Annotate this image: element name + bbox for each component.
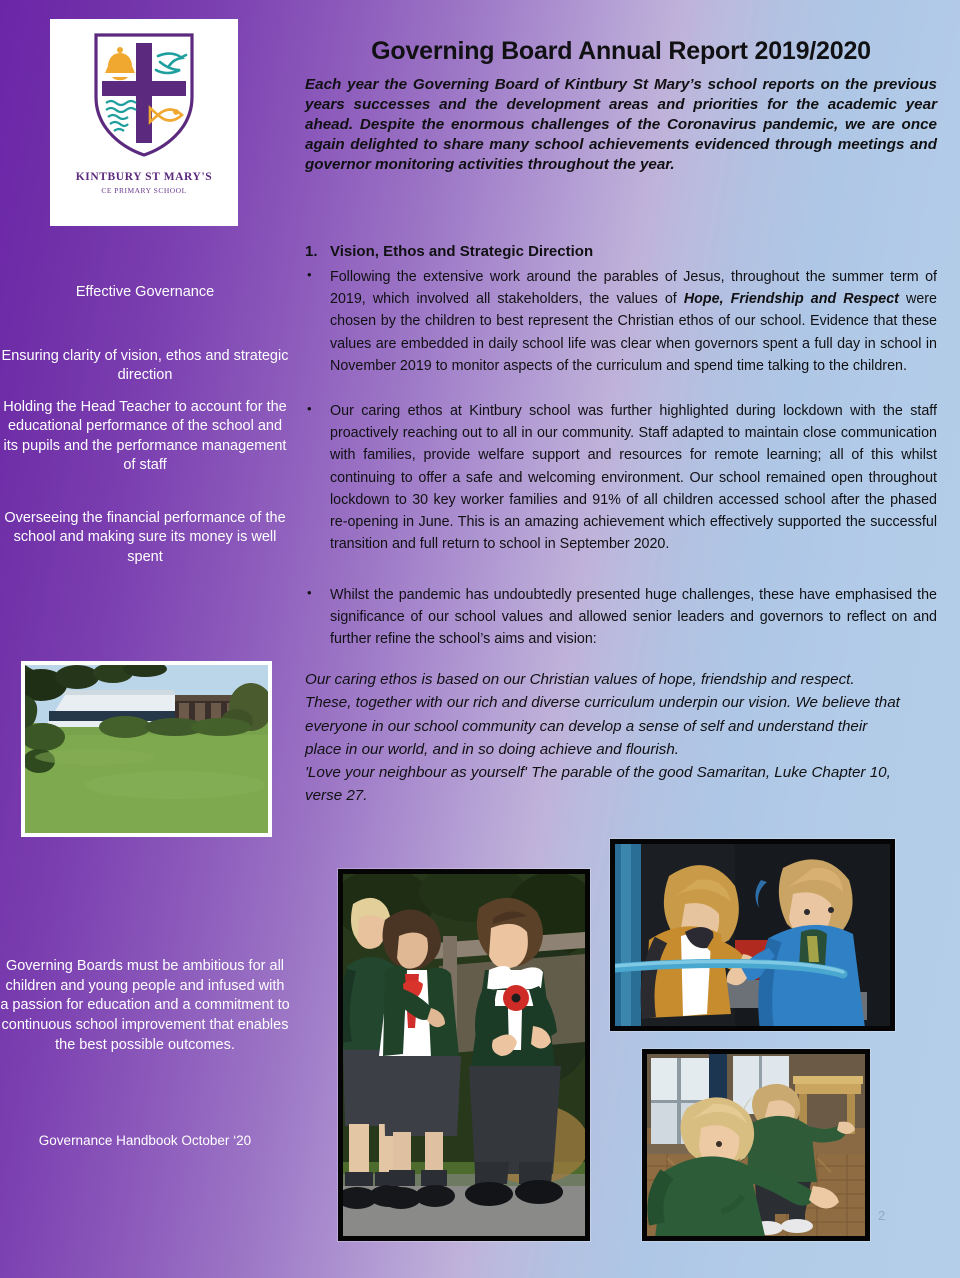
intro-paragraph: Each year the Governing Board of Kintbury St Mary’s school reports on the previous years successes and the development areas and priorities for the academic year ahead. Despite the enormous challenges of the Coronavirus pandemic, we are once again delighted to share many school achievements evidenced through meetings and governor monitoring activities throughout the year.: [305, 76, 937, 174]
children-hoop-photo: [610, 839, 895, 1031]
sidebar-governance-quote: Governing Boards must be ambitious for all children and young people and infused with a passion for education and a commitment to continuous school improvement that enables the best possible outcomes.: [0, 958, 290, 1053]
sidebar-heading: Effective Governance: [75, 284, 215, 300]
bullet-point-1: [305, 266, 937, 377]
body-text: Our caring ethos at Kintbury school was further highlighted during lockdown with the staff proactively reaching out to all in our community. Staff adapted to maintain close communication with families, provide welfare support and resources for remote learning; all of this whilst continuing to offer a safe and welcoming environment. Our school remained open throughout lockdown to 30 key worker families and 91% of all children accessed school after the phased re-opening in June. This is an amazing achievement which effectively supported the successful transition and full return to school in September 2020.: [330, 403, 937, 553]
vision-statement: [305, 668, 905, 808]
body-text: Whilst the pandemic has undoubtedly presented huge challenges, these have emphasised the significance of our school values and allowed senior leaders and governors to reflect on and further refine the school’s aims and vision:: [330, 587, 937, 648]
page-title: Governing Board Annual Report 2019/2020: [371, 37, 871, 65]
sidebar-governance-quote-source: Governance Handbook October ‘20: [38, 1133, 252, 1148]
school-building-illustration: [25, 665, 268, 833]
bullet-point-3: [305, 584, 937, 651]
logo-school-name: KINTBURY ST MARY'S: [75, 171, 213, 183]
emphasised-text: Hope, Friendship and Respect: [683, 291, 899, 308]
sidebar-item-vision: Ensuring clarity of vision, ethos and strategic direction: [1, 348, 289, 384]
section-heading-label: Vision, Ethos and Strategic Direction: [330, 243, 594, 260]
body-text: Following the extensive work around the parables of Jesus, throughout the summer term of 2019, which involved all stakeholders, the values of: [330, 269, 937, 308]
logo-school-subtitle: CE PRIMARY SCHOOL: [101, 186, 187, 195]
sidebar-item-financial: Overseeing the financial performance of the school and making sure its money is well spent: [4, 510, 286, 565]
school-building-photo: [21, 661, 272, 837]
body-text: were chosen by the children to best represent the Christian ethos of our school. Evidence that these values are embedded in daily school life was clear when governors spent a full day in school in November 2019 to monitor aspects of the curriculum and spend time talking to the children.: [330, 291, 937, 374]
section-number: 1.: [305, 243, 318, 260]
section-heading: [305, 243, 937, 260]
pupils-remembrance-illustration: [343, 874, 585, 1236]
school-logo: [50, 19, 238, 226]
school-crest-icon: [88, 29, 200, 161]
pupils-pe-illustration: [647, 1054, 865, 1236]
page-number: 2: [878, 1208, 886, 1223]
vision-statement-paragraph: Our caring ethos is based on our Christian values of hope, friendship and respect. These, together with our rich and diverse curriculum underpin our vision. We believe that everyone in our school community can develop a sense of self and understand their place in our world, and in so doing achieve and flourish.: [305, 671, 900, 758]
sidebar-item-head-teacher: Holding the Head Teacher to account for the educational performance of the school and its pupils and the performance management of staff: [3, 399, 287, 474]
bullet-point-2: [305, 400, 937, 556]
pupils-hoop-illustration: [615, 844, 890, 1026]
vision-statement-scripture: 'Love your neighbour as yourself' The parable of the good Samaritan, Luke Chapter 10, verse 27.: [305, 764, 891, 805]
children-poppy-crosses-photo: [338, 869, 590, 1241]
children-dance-photo: [642, 1049, 870, 1241]
